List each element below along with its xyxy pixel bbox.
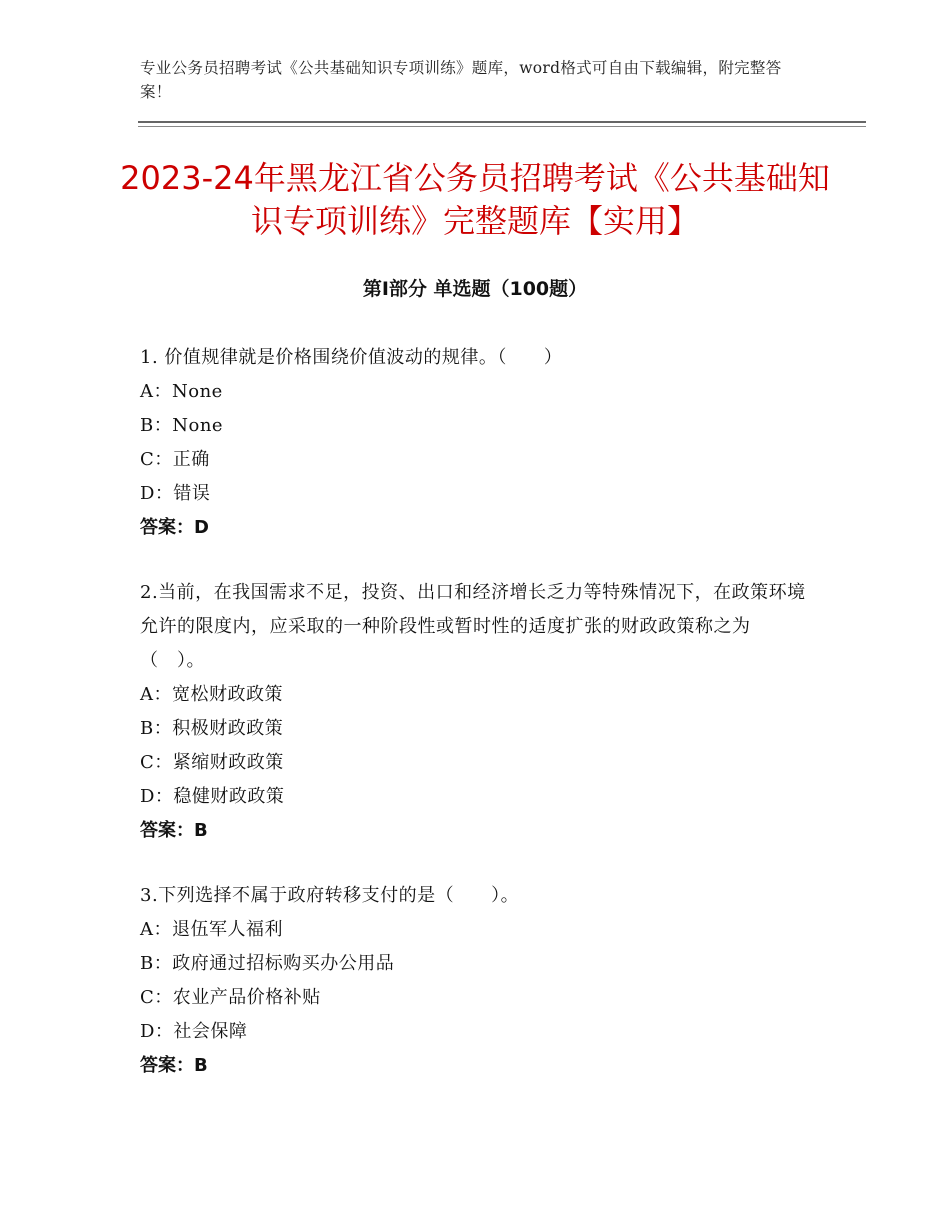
header-divider-thick (138, 121, 866, 123)
option-a: A：None (140, 381, 223, 402)
question-stem: 2.当前，在我国需求不足，投资、出口和经济增长乏力等特殊情况下，在政策环境允许的限度内，应采取的一种阶段性或暂时性的适度扩张的财政政策称之为（ ）。 (140, 582, 806, 671)
option-c: C：紧缩财政政策 (140, 752, 284, 773)
question-2 (140, 576, 810, 848)
option-a: A：宽松财政政策 (140, 684, 283, 705)
question-stem: 3.下列选择不属于政府转移支付的是（ ）。 (140, 885, 520, 906)
header-note: 专业公务员招聘考试《公共基础知识专项训练》题库，word格式可自由下载编辑，附完整答案！ (140, 59, 782, 101)
answer-text: 答案：B (140, 820, 208, 841)
question-stem: 1. 价值规律就是价格围绕价值波动的规律。（ ） (140, 347, 563, 368)
option-d: D：错误 (140, 483, 211, 504)
question-3 (140, 879, 810, 1083)
option-c: C：正确 (140, 449, 210, 470)
option-c: C：农业产品价格补贴 (140, 987, 321, 1008)
section-title: 第Ⅰ部分 单选题（100题） (362, 278, 588, 300)
option-d: D：稳健财政政策 (140, 786, 285, 807)
option-b: B：None (140, 415, 224, 436)
question-list (140, 341, 810, 1114)
option-a: A：退伍军人福利 (140, 919, 283, 940)
question-1 (140, 341, 810, 545)
document-title: 2023-24年黑龙江省公务员招聘考试《公共基础知识专项训练》完整题库【实用】 (120, 159, 830, 240)
header-divider-thin (138, 126, 866, 127)
option-b: B：政府通过招标购买办公用品 (140, 953, 395, 974)
option-d: D：社会保障 (140, 1021, 248, 1042)
answer-text: 答案：B (140, 1055, 208, 1076)
answer-text: 答案：D (140, 517, 209, 538)
option-b: B：积极财政政策 (140, 718, 284, 739)
